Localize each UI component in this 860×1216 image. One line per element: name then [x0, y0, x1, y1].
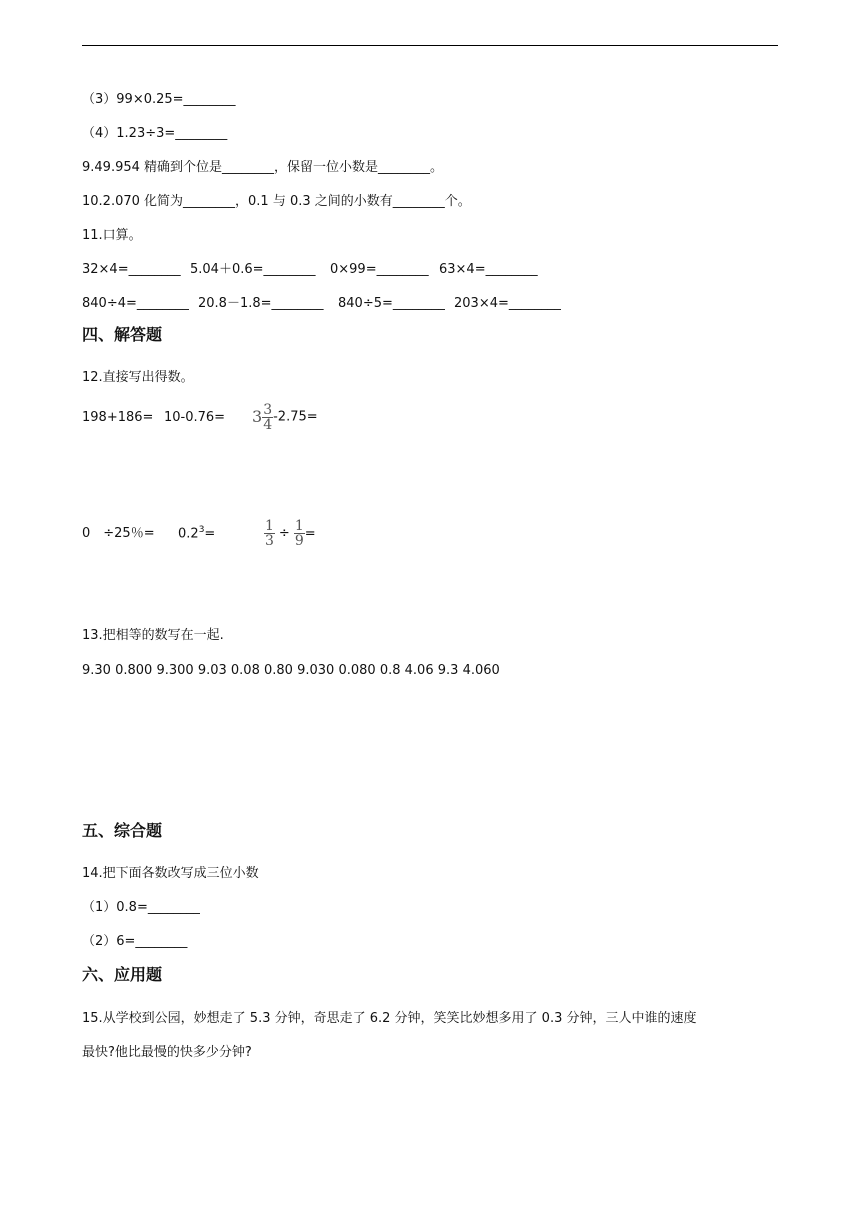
number-item: 4.06: [404, 663, 434, 678]
question-11-row-2: [82, 295, 561, 313]
oral-item: 5.04＋0.6=________: [190, 262, 316, 277]
oral-item: 20.8－1.8=________: [198, 296, 324, 311]
number-item: 0.8: [379, 663, 401, 678]
oral-item: 840÷5=________: [338, 296, 445, 311]
question-13-title: 13.把相等的数写在一起.: [82, 628, 224, 643]
calc-item: 0 ÷25％=: [82, 526, 155, 542]
calc-item: 198+186=: [82, 409, 154, 425]
question-12-row-1: [82, 400, 318, 435]
number-item: 9.3: [437, 663, 459, 678]
section-5-heading: 五、综合题: [82, 821, 163, 840]
question-12-row-2: 0 ÷25％= $0.2^3=$ $\frac{1}{3}$ ÷ $\frac{1}{9}$ =: [82, 512, 316, 552]
question-15-line-2: 最快?他比最慢的快多少分钟?: [82, 1045, 252, 1060]
fraction: $\frac{3}{4}$: [263, 401, 273, 433]
header-rule: [82, 45, 778, 46]
question-11-title: 11.口算。: [82, 228, 142, 243]
oral-item: 0×99=________: [330, 262, 429, 277]
mixed-number-whole: 3: [252, 407, 263, 426]
question-11-row-1: [82, 261, 538, 279]
number-item: 0.080: [338, 663, 376, 678]
number-item: 0.80: [264, 663, 293, 678]
number-item: 0.800: [115, 663, 153, 678]
oral-item: 203×4=________: [454, 296, 561, 311]
calc-item: $0.2^3=$: [178, 525, 216, 542]
question-14-title: 14.把下面各数改写成三位小数: [82, 866, 259, 881]
section-6-heading: 六、应用题: [82, 965, 163, 984]
section-4-heading: 四、解答题: [82, 325, 163, 344]
calc-item: 10-0.76=: [164, 409, 226, 425]
question-14-part-1: （1）0.8=________: [82, 900, 200, 915]
question-13-numbers: [82, 662, 500, 680]
question-14-part-2: （2）6=________: [82, 934, 188, 949]
question-9: 9.49.954 精确到个位是________，保留一位小数是________。: [82, 160, 444, 175]
number-item: 4.060: [462, 663, 500, 678]
fraction: $\frac{1}{3}$: [265, 518, 274, 550]
question-8-part-3: （3）99×0.25=________: [82, 92, 236, 107]
number-item: 9.03: [197, 663, 227, 678]
number-item: 0.08: [230, 663, 260, 678]
oral-item: 840÷4=________: [82, 296, 189, 311]
question-12-title: 12.直接写出得数。: [82, 370, 194, 385]
number-item: 9.030: [297, 663, 335, 678]
number-item: 9.30: [82, 663, 111, 678]
number-item: 9.300: [156, 663, 194, 678]
oral-item: 32×4=________: [82, 262, 181, 277]
question-8-part-4: （4）1.23÷3=________: [82, 126, 228, 141]
question-15-line-1: 15.从学校到公园，妙想走了 5.3 分钟，奇思走了 6.2 分钟，笑笑比妙想多用了 0.3 分钟，三人中谁的速度: [82, 1011, 697, 1026]
calc-item: -2.75=: [273, 409, 318, 425]
oral-item: 63×4=________: [439, 262, 538, 277]
fraction: $\frac{1}{9}$: [294, 518, 304, 550]
question-10: 10.2.070 化简为________，0.1 与 0.3 之间的小数有________个。: [82, 194, 471, 209]
